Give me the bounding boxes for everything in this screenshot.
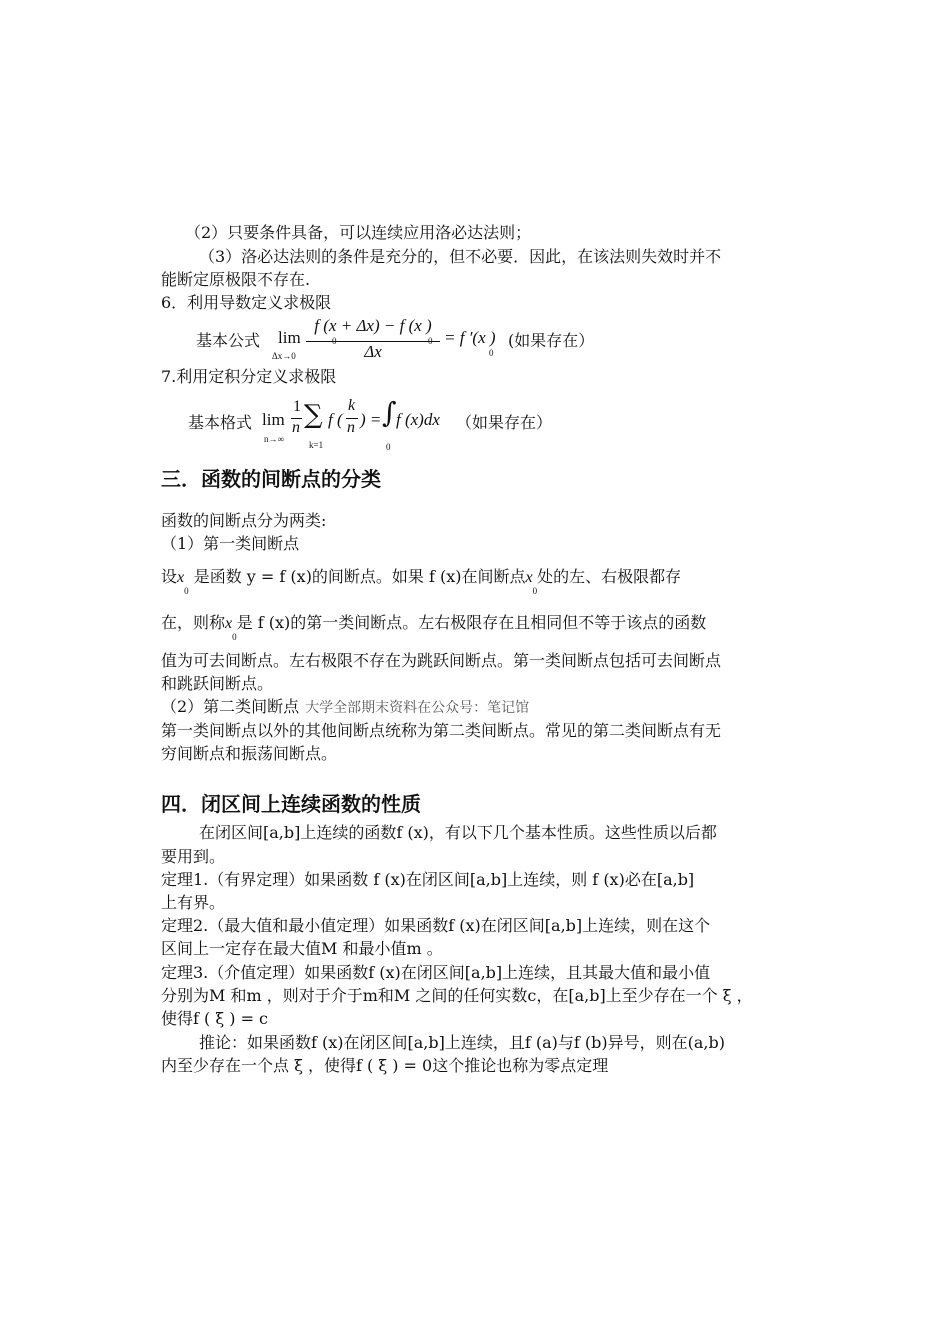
lhopital-item-3-line2: 能断定原极限不存在. (161, 270, 311, 289)
formula-suffix: （如果存在） (456, 413, 553, 432)
x0-subscript: 0 (184, 586, 189, 596)
text-segment: 设 (161, 567, 178, 586)
integrand: f (x)dx (396, 410, 440, 429)
x0-subscript: 0 (232, 632, 237, 642)
function-close: ) = (360, 410, 382, 429)
k-denominator: n (347, 419, 355, 436)
lim-subscript: Δx→0 (272, 351, 296, 361)
watermark-text: 大学全部期末资料在公众号：笔记馆 (305, 700, 530, 716)
first-kind-para-line4: 和跳跃间断点。 (161, 674, 274, 693)
second-kind-title-line (161, 696, 791, 719)
formula-suffix: (如果存在） (508, 331, 595, 350)
theorem-1-line1: 定理1.（有界定理）如果函数 f (x)在闭区间[a,b]上连续，则 f (x)必在[a,b] (161, 870, 695, 889)
theorem-1-line2: 上有界。 (161, 893, 226, 912)
frac-denominator: n (292, 419, 300, 436)
formula-prefix: 基本格式 (188, 413, 253, 432)
function-open: f ( (328, 410, 343, 429)
second-kind-para-line2: 穷间断点和振荡间断点。 (161, 744, 338, 763)
rhs-subscript: 0 (489, 348, 494, 358)
first-kind-para-line2 (161, 612, 791, 642)
x0-variable: x (525, 569, 533, 586)
section-4-intro-line2: 要用到。 (161, 847, 226, 866)
text-segment: 在，则称 (161, 613, 226, 632)
x0-subscript: 0 (532, 586, 538, 596)
denominator: Δx (364, 342, 382, 361)
derivative-definition-formula (196, 318, 616, 364)
integral-definition-formula (188, 396, 608, 456)
sum-subscript: k=1 (309, 440, 324, 450)
frac-numerator: 1 (293, 398, 301, 415)
formula-prefix: 基本公式 (196, 331, 261, 350)
lim-subscript: n→∞ (264, 434, 284, 444)
derivative-rhs: = f ′(x ) (444, 328, 496, 347)
section-3-intro: 函数的间断点分为两类: (161, 511, 327, 530)
x0-variable: x (225, 615, 233, 632)
lim-symbol: lim (262, 410, 285, 429)
lhopital-item-3-line1: （3）洛必达法则的条件是充分的，但不必要．因此，在该法则失效时并不 (199, 247, 722, 266)
theorem-3-line3: 使得f ( ξ ) = c (161, 1009, 269, 1028)
theorem-2-line1: 定理2.（最大值和最小值定理）如果函数f (x)在闭区间[a,b]上连续，则在这个 (161, 916, 711, 935)
lhopital-item-2: （2）只要条件具备，可以连续应用洛必达法则； (185, 223, 532, 242)
x0-variable: x (177, 569, 185, 586)
section-3-heading: 三．函数的间断点的分类 (161, 467, 381, 491)
section-4-intro-line1: 在闭区间[a,b]上连续的函数f (x)，有以下几个基本性质。这些性质以后都 (199, 823, 717, 842)
text-segment: 是函数 y = f (x)的间断点。如果 f (x)在间断点 (188, 567, 526, 586)
method-7-title: 7.利用定积分定义求极限 (161, 367, 337, 386)
first-kind-title: （1）第一类间断点 (161, 534, 300, 553)
integral-symbol: ∫ (382, 396, 397, 429)
text-segment: 是 f (x)的第一类间断点。左右极限存在且相同但不等于该点的函数 (236, 613, 707, 632)
theorem-3-line2: 分别为M 和m ，则对于介于m和M 之间的任何实数c，在[a,b]上至少存在一个 ξ ， (161, 986, 753, 1005)
second-kind-title: （2）第二类间断点 (161, 697, 300, 716)
section-4-heading: 四．闭区间上连续函数的性质 (161, 792, 421, 816)
k-numerator: k (348, 397, 356, 414)
corollary-line1: 推论：如果函数f (x)在闭区间[a,b]上连续，且f (a)与f (b)异号，则在(a,b) (199, 1033, 725, 1052)
first-kind-para-line1 (161, 566, 791, 596)
method-6-title: 6．利用导数定义求极限 (161, 293, 332, 312)
numerator: f (x + Δx) − f (x ) (314, 316, 432, 335)
text-segment: 处的左、右极限都存 (537, 567, 682, 586)
theorem-2-line2: 区间上一定存在最大值M 和最小值m 。 (161, 939, 443, 958)
corollary-line2: 内至少存在一个点 ξ ，使得f ( ξ ) = 0这个推论也称为零点定理 (161, 1056, 609, 1075)
theorem-3-line1: 定理3.（介值定理）如果函数f (x)在闭区间[a,b]上连续，且其最大值和最小值 (161, 963, 711, 982)
second-kind-para-line1: 第一类间断点以外的其他间断点统称为第二类间断点。常见的第二类间断点有无 (161, 721, 722, 740)
integral-lower-limit: 0 (386, 442, 391, 452)
lim-symbol: lim (278, 328, 301, 347)
first-kind-para-line3: 值为可去间断点。左右极限不存在为跳跃间断点。第一类间断点包括可去间断点 (161, 651, 722, 670)
sum-symbol: ∑ (304, 400, 323, 430)
